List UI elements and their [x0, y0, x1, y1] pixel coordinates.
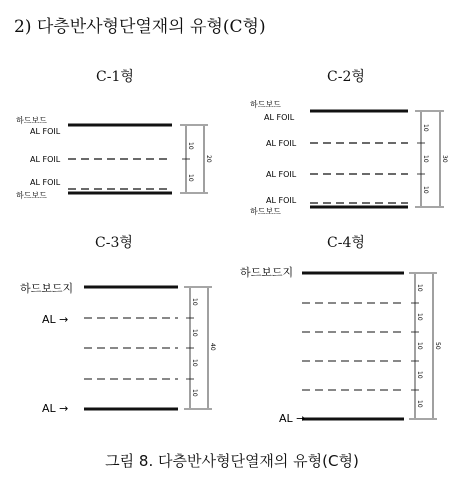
c4-label-0: 하드보드지	[240, 266, 294, 279]
c1-label-1: AL FOIL	[30, 127, 61, 136]
c2-dim-0: 10	[422, 124, 429, 132]
panel-c3-title: C-3형	[95, 235, 133, 251]
panel-c4-title: C-4형	[327, 235, 365, 251]
panel-c3	[20, 281, 216, 415]
c1-label-4: 하드보드	[16, 191, 47, 200]
c1-dim-0: 10	[187, 142, 194, 150]
c4-dim-2: 10	[416, 342, 423, 350]
panel-c1-title: C-1형	[96, 69, 134, 85]
c3-label-0: 하드보드지	[20, 282, 74, 295]
c1-label-2: AL FOIL	[30, 155, 61, 164]
c2-label-0: 하드보드	[250, 100, 281, 109]
c4-dim-3: 10	[416, 371, 423, 379]
c1-label-3: AL FOIL	[30, 178, 61, 187]
panel-c2	[250, 99, 448, 216]
panel-c4	[240, 265, 441, 425]
c4-dim-0: 10	[416, 284, 423, 292]
c2-label-5: 하드보드	[250, 207, 281, 216]
c2-dim-total: 30	[441, 155, 448, 163]
c4-label-1: AL →	[279, 412, 306, 425]
c2-dim-2: 10	[422, 186, 429, 194]
c2-label-1: AL FOIL	[264, 113, 295, 122]
c1-label-0: 하드보드	[16, 116, 47, 125]
c2-label-3: AL FOIL	[266, 170, 297, 179]
c3-dim-1: 10	[191, 329, 198, 337]
figure-caption: 그림 8. 다층반사형단열재의 유형(C형)	[105, 452, 359, 470]
c4-dim-1: 10	[416, 313, 423, 321]
c3-dim-0: 10	[191, 298, 198, 306]
section-heading: 2) 다층반사형단열재의 유형(C형)	[14, 17, 266, 37]
c3-dim-2: 10	[191, 359, 198, 367]
c1-dim-total: 20	[205, 155, 212, 163]
c3-label-2: AL →	[42, 402, 69, 415]
panel-c2-title: C-2형	[327, 69, 365, 85]
c2-dim-1: 10	[422, 155, 429, 163]
c2-label-4: AL FOIL	[266, 196, 297, 205]
panel-c1	[16, 115, 212, 200]
c2-label-2: AL FOIL	[266, 139, 297, 148]
c3-label-1: AL →	[42, 313, 69, 326]
c3-dim-3: 10	[191, 389, 198, 397]
c4-dim-4: 10	[416, 400, 423, 408]
c1-dim-1: 10	[187, 174, 194, 182]
c4-dim-total: 50	[434, 342, 441, 350]
c3-dim-total: 40	[209, 343, 216, 351]
